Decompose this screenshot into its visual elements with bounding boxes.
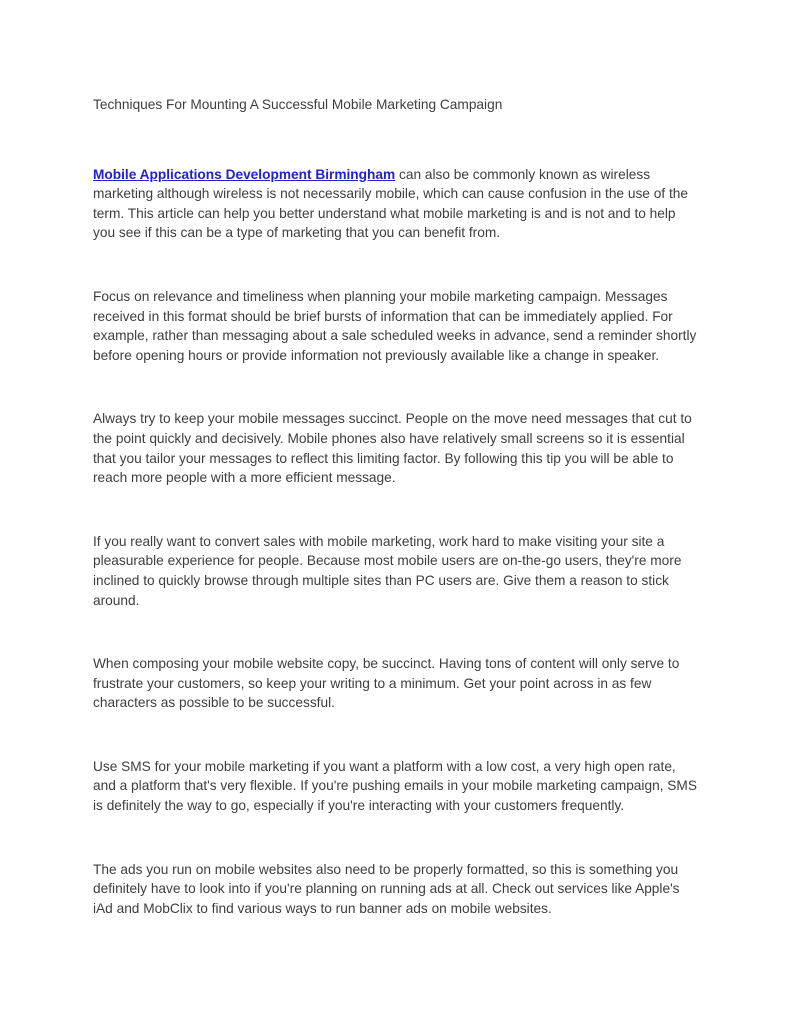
mobile-applications-development-birmingham-link[interactable]: Mobile Applications Development Birmingham	[93, 166, 396, 182]
body-paragraph: Focus on relevance and timeliness when planning your mobile marketing campaign. Messages received in this format should be brief bursts of information that can be immediately applied. For example, rather than messaging about a sale scheduled weeks in advance, send a reminder shortly before opening hours or provide information not previously available like a change in speaker.	[93, 288, 697, 363]
body-paragraph: The ads you run on mobile websites also need to be properly formatted, so this is something you definitely have to look into if you're planning on running ads at all. Check out services like Apple's iAd and MobClix to find various ways to run banner ads on mobile websites.	[93, 861, 680, 916]
intro-paragraph	[93, 165, 699, 243]
body-paragraph: When composing your mobile website copy, be succinct. Having tons of content will only serve to frustrate your customers, so keep your writing to a minimum. Get your point across in as few characters as possible to be successful.	[93, 656, 680, 711]
body-paragraph: Always try to keep your mobile messages succinct. People on the move need messages that cut to the point quickly and decisively. Mobile phones also have relatively small screens so it is essential that you tailor your messages to reflect this limiting factor. By following this tip you will be able to reach more people with a more efficient message.	[93, 411, 692, 486]
body-paragraph: Use SMS for your mobile marketing if you want a platform with a low cost, a very high open rate, and a platform that's very flexible. If you're pushing emails in your mobile marketing campaign, SMS is definitely the way to go, especially if you're interacting with your customers frequently.	[93, 758, 697, 814]
intro-paragraph-text: can also be commonly known as wireless marketing although wireless is not necessarily mobile, which can cause confusion in the use of the term. This article can help you better understand what mobile marketing is and is not and to help you see if this can be a type of marketing that you can benefit from.	[93, 166, 688, 241]
body-paragraph: If you really want to convert sales with mobile marketing, work hard to make visiting your site a pleasurable experience for people. Because most mobile users are on-the-go users, they're more inclined to quickly browse through multiple sites than PC users are. Give them a reason to stick around.	[93, 533, 682, 608]
document-title: Techniques For Mounting A Successful Mobile Marketing Campaign	[93, 97, 503, 112]
